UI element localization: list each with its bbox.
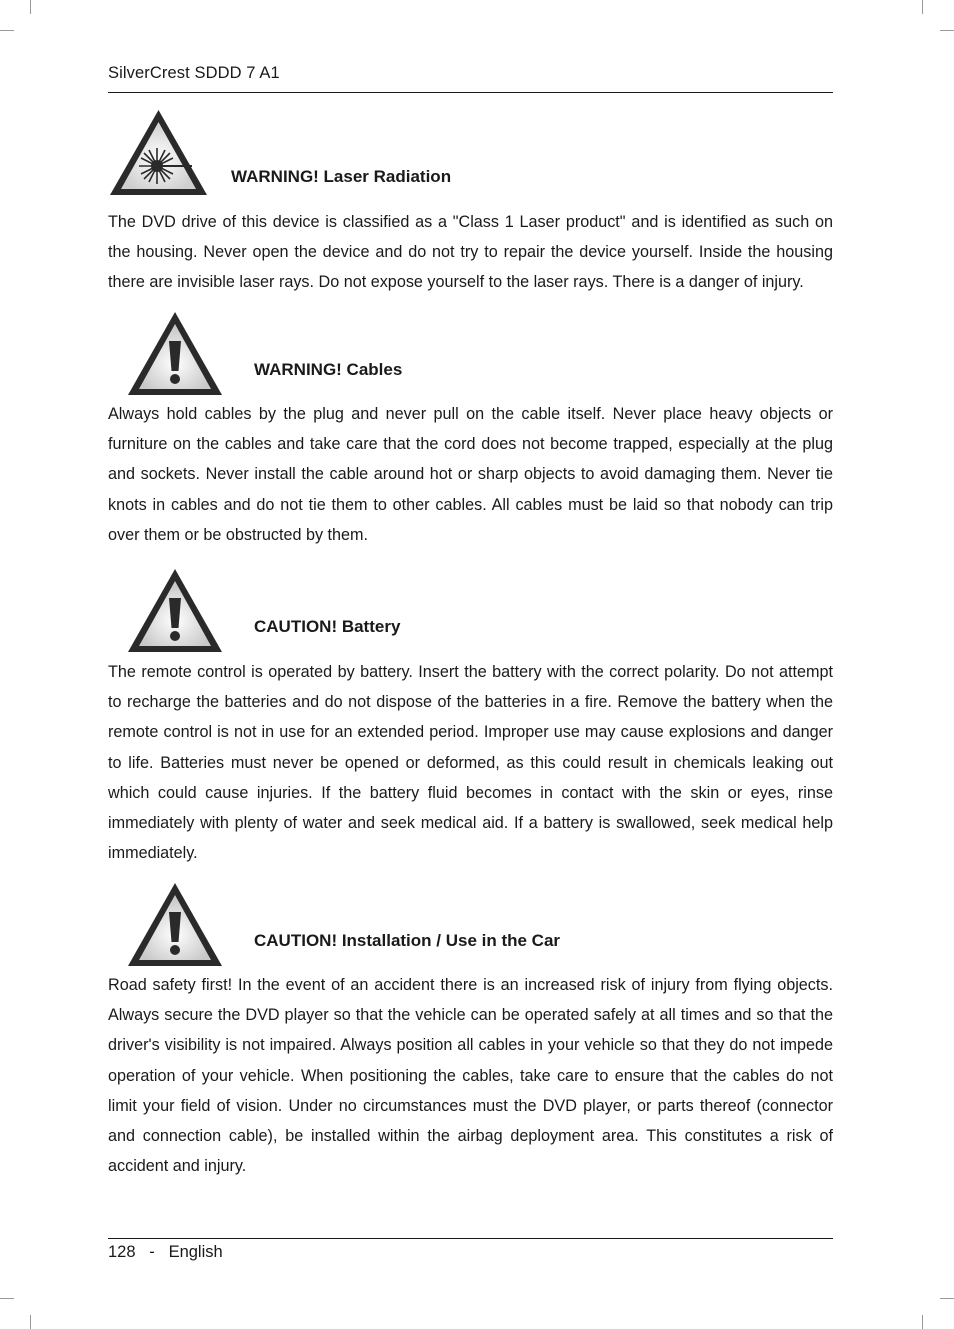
crop-mark [30, 0, 31, 14]
crop-mark [0, 1298, 14, 1299]
section-heading: CAUTION! Battery [254, 617, 401, 636]
exclamation-warning-icon [127, 882, 223, 967]
page-number: 128 [108, 1243, 136, 1261]
crop-mark [30, 1315, 31, 1329]
crop-mark [922, 0, 923, 14]
crop-mark [940, 1298, 954, 1299]
section-heading: WARNING! Cables [254, 360, 403, 379]
crop-mark [940, 30, 954, 31]
section-body: Always hold cables by the plug and never pull on the cable itself. Never place heavy objects or furniture on the cables and take care that the cord does not become trapped, especially at the plug and sockets. Never install the cable around hot or sharp objects to avoid damaging them. Never tie knots in cables and do not tie them to other cables. All cables must be laid so that nobody can trip over them or be obstructed by them. [108, 405, 833, 544]
section-heading: WARNING! Laser Radiation [231, 167, 452, 186]
exclamation-warning-icon [127, 311, 223, 396]
section-body: Road safety first! In the event of an accident there is an increased risk of injury from flying objects. Always secure the DVD player so that the vehicle can be operated safely at all times and so that the driver's visibility is not impaired. Always position all cables in your vehicle so that they do not impede operation of your vehicle. When positioning the cables, take care to ensure that the cables do not limit your field of vision. Under no circumstances must the DVD player, or parts thereof (connector and connection cable), be installed within the airbag deployment area. This constitutes a risk of accident and injury. [108, 976, 833, 1176]
footer-language: English [168, 1243, 223, 1261]
footer-text [108, 1243, 223, 1262]
document-title: SilverCrest SDDD 7 A1 [108, 64, 280, 82]
page-footer [108, 1238, 833, 1261]
exclamation-warning-icon [127, 568, 223, 653]
crop-mark [0, 30, 14, 31]
section-body: The DVD drive of this device is classified as a "Class 1 Laser product" and is identified as such on the housing. Never open the device and do not try to repair the device yourself. Inside the housing there are invisible laser rays. Do not expose yourself to the laser rays. There is a danger of injury. [108, 213, 833, 292]
crop-mark [922, 1315, 923, 1329]
section-heading: CAUTION! Installation / Use in the Car [254, 931, 561, 950]
footer-separator: - [149, 1243, 155, 1261]
page-header [108, 62, 833, 93]
section-body: The remote control is operated by battery. Insert the battery with the correct polarity. Do not attempt to recharge the batteries and do not dispose of the batteries in a fire. Remove the battery when the remote control is not in use for an extended period. Improper use may cause explosions and danger to life. Batteries must never be opened or deformed, as this could result in chemicals leaking out which could cause injuries. If the battery fluid becomes in contact with the skin or eyes, rinse immediately with plenty of water and seek medical aid. If a battery is swallowed, seek medical help immediately. [108, 663, 833, 863]
laser-warning-icon [108, 108, 209, 197]
